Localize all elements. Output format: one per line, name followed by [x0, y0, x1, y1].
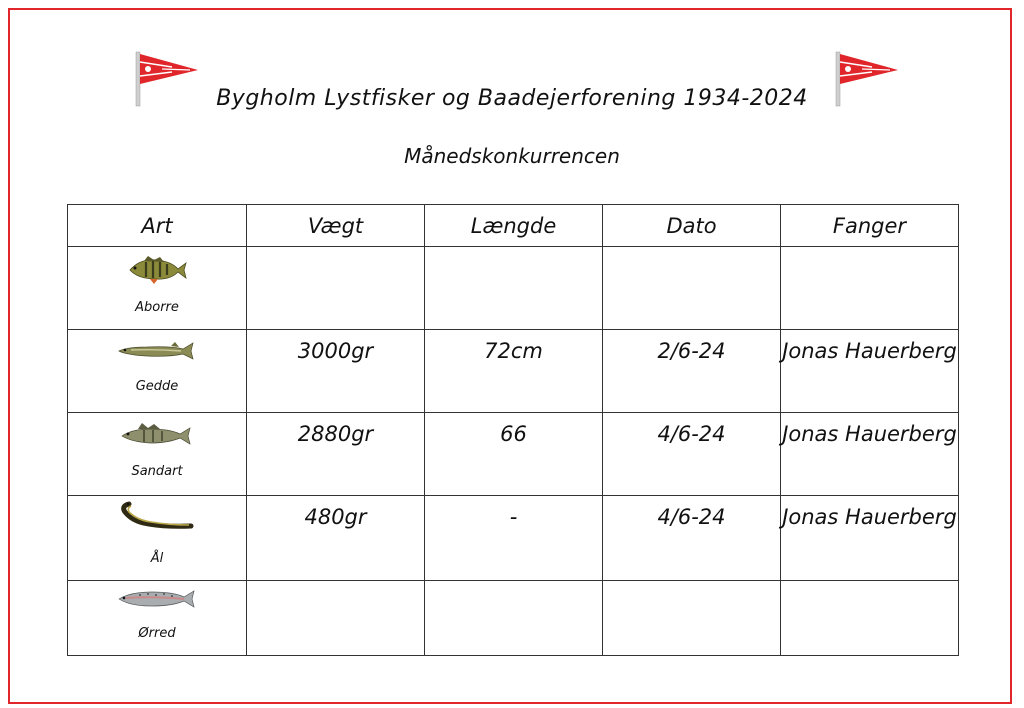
dato-cell: 4/6-24 [603, 413, 781, 496]
dato-cell: 2/6-24 [603, 330, 781, 413]
fanger-cell: Jonas Hauerberg [781, 330, 959, 413]
vaegt-cell [247, 581, 425, 656]
art-cell [68, 413, 247, 496]
fish-name: Ål [150, 551, 164, 566]
table-row [68, 330, 959, 413]
page-title: Bygholm Lystfisker og Baadejerforening 1934-2024 [216, 86, 808, 111]
dato-cell [603, 581, 781, 656]
vaegt-cell: 2880gr [247, 413, 425, 496]
header-vaegt: Vægt [247, 205, 425, 247]
laengde-cell: - [425, 496, 603, 581]
table-row [68, 496, 959, 581]
laengde-cell: 66 [425, 413, 603, 496]
perch-icon [126, 255, 188, 285]
header-art: Art [68, 205, 247, 247]
table-row [68, 581, 959, 656]
fanger-cell: Jonas Hauerberg [781, 413, 959, 496]
dato-cell: 4/6-24 [603, 496, 781, 581]
table-header-row [68, 205, 959, 247]
fish-name: Gedde [135, 379, 179, 394]
vaegt-cell: 3000gr [247, 330, 425, 413]
vaegt-cell: 480gr [247, 496, 425, 581]
vaegt-cell [247, 247, 425, 330]
laengde-cell: 72cm [425, 330, 603, 413]
fanger-cell [781, 247, 959, 330]
catch-table [67, 204, 959, 656]
dato-cell [603, 247, 781, 330]
fish-name: Aborre [135, 300, 179, 315]
header-dato: Dato [603, 205, 781, 247]
art-cell [68, 330, 247, 413]
page-subtitle: Månedskonkurrencen [404, 144, 620, 168]
pike-icon [117, 338, 197, 364]
zander-icon [120, 421, 194, 449]
laengde-cell [425, 247, 603, 330]
header-laengde: Længde [425, 205, 603, 247]
table-row [68, 413, 959, 496]
art-cell [68, 581, 247, 656]
fish-name: Ørred [138, 626, 176, 641]
fanger-cell [781, 581, 959, 656]
art-cell [68, 496, 247, 581]
eel-icon [119, 498, 195, 536]
trout-icon [116, 587, 198, 611]
table-row [68, 247, 959, 330]
laengde-cell [425, 581, 603, 656]
art-cell [68, 247, 247, 330]
header-fanger: Fanger [781, 205, 959, 247]
fish-name: Sandart [131, 464, 183, 479]
fanger-cell: Jonas Hauerberg [781, 496, 959, 581]
